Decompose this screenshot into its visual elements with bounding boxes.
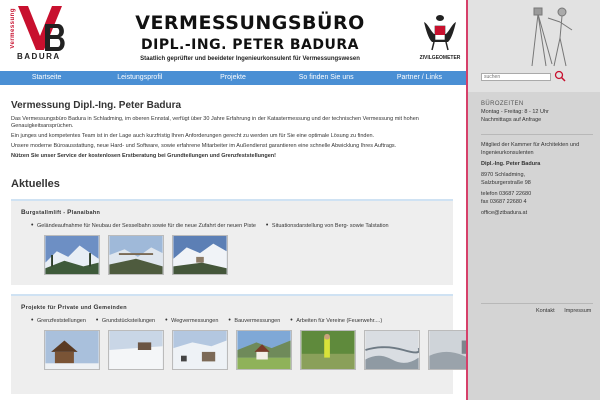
panel-bullets	[31, 318, 392, 324]
thumbnail-image[interactable]	[236, 330, 292, 370]
site-subtitle: DIPL.-ING. PETER BADURA	[141, 37, 359, 53]
list-item: • Geländeaufnahme für Neubau der Sesselbahn sowie für die neue Zufahrt der neuen Piste	[31, 223, 256, 229]
list-item: • Bauvermessungen	[228, 318, 280, 324]
nav-projekte[interactable]: Projekte	[220, 74, 246, 81]
contact-info	[481, 141, 593, 217]
thumbnail-image[interactable]	[172, 330, 228, 370]
panel-thumbnails	[44, 235, 236, 275]
main-content	[0, 86, 466, 400]
site-title: VERMESSUNGSBÜRO	[135, 12, 365, 34]
address-line: Salzburgerstraße 98	[481, 180, 531, 186]
thumbnail-image[interactable]	[44, 235, 100, 275]
search-input[interactable]	[481, 73, 551, 81]
right-sidebar	[466, 0, 600, 400]
nav-partner-links[interactable]: Partner / Links	[396, 74, 442, 81]
intro-paragraph: Ein junges und kompetentes Team ist in der Lage auch kurzfristig Ihren Anforderungen gerecht zu werden um für Sie eine optimale Lösung zu finden.	[11, 133, 375, 139]
news-panel-burgstallmlift	[11, 199, 453, 285]
nav-leistungsprofil[interactable]: Leistungsprofil	[117, 74, 163, 81]
panel-thumbnails	[44, 330, 492, 370]
nav-so-finden-sie-uns[interactable]: So finden Sie uns	[298, 74, 354, 81]
intro-paragraph: Unsere moderne Büroausstattung, neue Hard- und Software, sowie erfahrene Mitarbeiter im Außendienst garantieren eine schnelle Abwicklung Ihres Auftrags.	[11, 143, 397, 149]
list-item: • Wegvermessungen	[165, 318, 218, 324]
intro-cta: Nützen Sie unser Service der kostenlosen Erstberatung bei Grundteilungen und Grenzfeststellungen!	[11, 153, 276, 159]
page-title: Vermessung Dipl.-Ing. Peter Badura	[11, 100, 182, 111]
site-description: Staatlich geprüfter und beeideter Ingenieurkonsulent für Vermessungswesen	[140, 56, 360, 62]
panel-title[interactable]: Projekte für Private und Gemeinden	[21, 304, 127, 311]
panel-bullets	[31, 223, 399, 229]
intro-paragraph: Das Vermessungsbüro Badura in Schladming, im oberen Ennstal, verfügt über 30 Jahre Erfahrung in der Katastermessung und der technischen Vermessung mit hohen Genauigkeitsansprüchen.	[11, 116, 419, 129]
logo-vb-icon	[18, 6, 68, 52]
surveyor-illustration-icon	[508, 4, 586, 68]
contact-name: Dipl.-Ing. Peter Badura	[481, 161, 541, 167]
kontakt-link[interactable]: Kontakt	[536, 308, 555, 314]
address-line: 8970 Schladming,	[481, 172, 526, 178]
footer-links	[536, 308, 599, 314]
list-item: • Grenzfeststellungen	[31, 318, 86, 324]
zivilgeometer-label: ZIVILGEOMETER	[419, 55, 461, 61]
main-nav	[0, 71, 466, 85]
list-item: • Grundstücksteilungen	[96, 318, 155, 324]
nav-startseite[interactable]: Startseite	[31, 74, 62, 81]
hours-line: Nachmittags auf Anfrage	[481, 117, 542, 123]
logo-wordmark: BADURA	[17, 52, 61, 61]
intro-text	[11, 116, 451, 163]
news-panel-projekte	[11, 294, 453, 394]
vb-logo[interactable]	[10, 6, 66, 62]
hours-line: Montag - Freitag: 8 - 12 Uhr	[481, 109, 549, 115]
section-heading-aktuelles: Aktuelles	[11, 178, 60, 190]
logo-side-text: Vermessung	[10, 8, 16, 49]
member-line: Mitglied der Kammer für Architekten und	[481, 142, 580, 148]
search-icon[interactable]	[554, 70, 566, 82]
list-item: • Situationsdarstellung von Berg- sowie Talstation	[266, 223, 389, 229]
thumbnail-image[interactable]	[300, 330, 356, 370]
email-link[interactable]: office@ztbadura.at	[481, 210, 528, 216]
member-line: Ingenieurkonsulenten	[481, 150, 534, 156]
panel-title[interactable]: Burgstallmlift - Planaibahn	[21, 209, 101, 216]
site-header	[0, 0, 466, 70]
thumbnail-image[interactable]	[108, 330, 164, 370]
office-hours	[481, 100, 593, 124]
sidebar-header	[468, 0, 600, 92]
thumbnail-image[interactable]	[108, 235, 164, 275]
divider	[481, 134, 593, 135]
austrian-eagle-icon	[420, 12, 460, 52]
thumbnail-image[interactable]	[44, 330, 100, 370]
thumbnail-image[interactable]	[364, 330, 420, 370]
list-item: • Arbeiten für Vereine (Feuerwehr....)	[290, 318, 382, 324]
hours-heading: BÜROZEITEN	[481, 101, 524, 107]
thumbnail-image[interactable]	[172, 235, 228, 275]
fax-number: fax 03687 22680 4	[481, 199, 527, 205]
impressum-link[interactable]: Impressum	[564, 308, 592, 314]
phone-number: telefon 03687 22680	[481, 191, 532, 197]
divider	[481, 303, 593, 304]
